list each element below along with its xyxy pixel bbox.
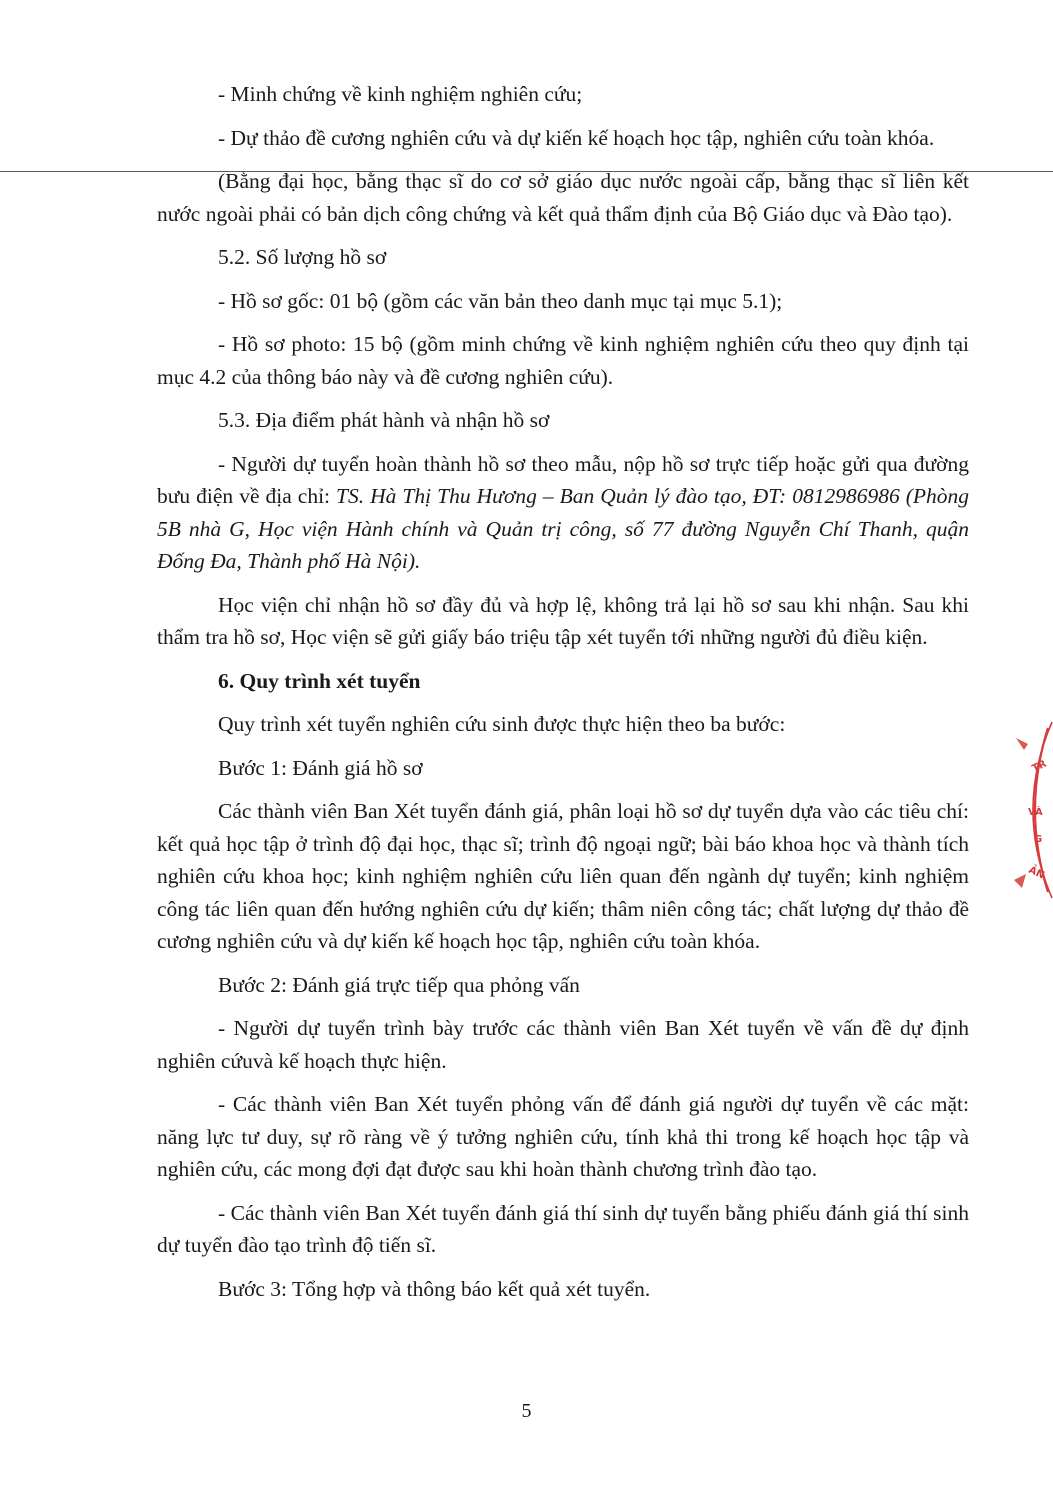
svg-text:VÀ: VÀ bbox=[1028, 807, 1043, 818]
step-1-title: Bước 1: Đánh giá hồ sơ bbox=[218, 755, 423, 780]
paragraph-process-intro: Quy trình xét tuyển nghiên cứu sinh được thực hiện theo ba bước: bbox=[218, 712, 786, 736]
paragraph-photo-dossier: - Hồ sơ photo: 15 bộ (gồm minh chứng về kinh nghiệm nghiên cứu theo quy định tại mục 4.2 của thông báo này và đề cương nghiên cứu). bbox=[157, 332, 969, 389]
contact-address: TS. Hà Thị Thu Hương – Ban Quản lý đào tạo, ĐT: 0812986986 (Phòng 5B nhà G, Học viện Hành chính và Quản trị công, số 77 đường Nguyễn Chí Thanh, quận Đống Đa, Thành phố Hà Nội). bbox=[157, 484, 969, 573]
paragraph-evaluation-form: - Các thành viên Ban Xét tuyển đánh giá thí sinh dự tuyển bằng phiếu đánh giá thí sinh dự tuyển đào tạo trình độ tiến sĩ. bbox=[157, 1200, 969, 1257]
step-3-title: Bước 3: Tổng hợp và thông báo kết quả xét tuyển. bbox=[218, 1276, 651, 1301]
svg-text:G: G bbox=[1034, 834, 1043, 845]
paragraph-presentation: - Người dự tuyển trình bày trước các thành viên Ban Xét tuyển về vấn đề dự định nghiên cứuvà kế hoạch thực hiện. bbox=[157, 1016, 969, 1073]
paragraph-draft-outline: - Dự thảo đề cương nghiên cứu và dự kiến kế hoạch học tập, nghiên cứu toàn khóa. bbox=[218, 125, 935, 150]
document-body bbox=[157, 78, 969, 1316]
svg-text:TR: TR bbox=[1030, 758, 1049, 775]
paragraph-step-1-criteria: Các thành viên Ban Xét tuyển đánh giá, phân loại hồ sơ dự tuyển dựa vào các tiêu chí: kết quả học tập ở trình độ đại học, thạc sĩ; trình độ ngoại ngữ; bài báo khoa học và thành tích nghiên cứu khoa học; kinh nghiệm nghiên cứu liên quan đến ngành dự tuyển; kinh nghiệm công tác liên quan đến hướng nghiên cứu dự kiến; thâm niên công tác; chất lượng dự thảo đề cương nghiên cứu và dự kiến kế hoạch học tập, nghiên cứu toàn khóa. bbox=[157, 799, 969, 953]
paragraph-foreign-degree-note: (Bằng đại học, bằng thạc sĩ do cơ sở giáo dục nước ngoài cấp, bằng thạc sĩ liên kết nước ngoài phải có bản dịch công chứng và kết quả thẩm định của Bộ Giáo dục và Đào tạo). bbox=[157, 169, 969, 226]
submission-text: - Người dự tuyển hoàn thành hồ sơ theo mẫu, nộp hồ sơ trực tiếp hoặc gửi qua đường bưu điện về địa chỉ: bbox=[157, 451, 969, 508]
section-heading-6: 6. Quy trình xét tuyển bbox=[218, 668, 421, 693]
paragraph-original-dossier: - Hồ sơ gốc: 01 bộ (gồm các văn bản theo danh mục tại mục 5.1); bbox=[218, 288, 783, 313]
paragraph-evidence-experience: - Minh chứng về kinh nghiệm nghiên cứu; bbox=[218, 82, 583, 106]
page-number: 5 bbox=[521, 1400, 532, 1422]
section-heading-5-3: 5.3. Địa điểm phát hành và nhận hồ sơ bbox=[218, 408, 550, 432]
paragraph-submission-address bbox=[157, 448, 969, 578]
section-heading-5-2: 5.2. Số lượng hồ sơ bbox=[218, 245, 387, 269]
paragraph-acceptance-policy: Học viện chỉ nhận hồ sơ đầy đủ và hợp lệ, không trả lại hồ sơ sau khi nhận. Sau khi thẩm tra hồ sơ, Học viện sẽ gửi giấy báo triệu tập xét tuyển tới những người đủ điều kiện. bbox=[157, 592, 969, 649]
seal-stamp-icon bbox=[1008, 720, 1053, 900]
paragraph-interview: - Các thành viên Ban Xét tuyển phỏng vấn để đánh giá người dự tuyển về các mặt: năng lực tư duy, sự rõ ràng về ý tưởng nghiên cứu, tính khả thi trong kế hoạch học tập và nghiên cứu, các mong đợi đạt được sau khi hoàn thành chương trình đào tạo. bbox=[157, 1092, 969, 1181]
svg-text:ẢN: ẢN bbox=[1026, 864, 1046, 882]
step-2-title: Bước 2: Đánh giá trực tiếp qua phỏng vấn bbox=[218, 972, 580, 997]
seal-stamp-fragment bbox=[1008, 720, 1053, 900]
